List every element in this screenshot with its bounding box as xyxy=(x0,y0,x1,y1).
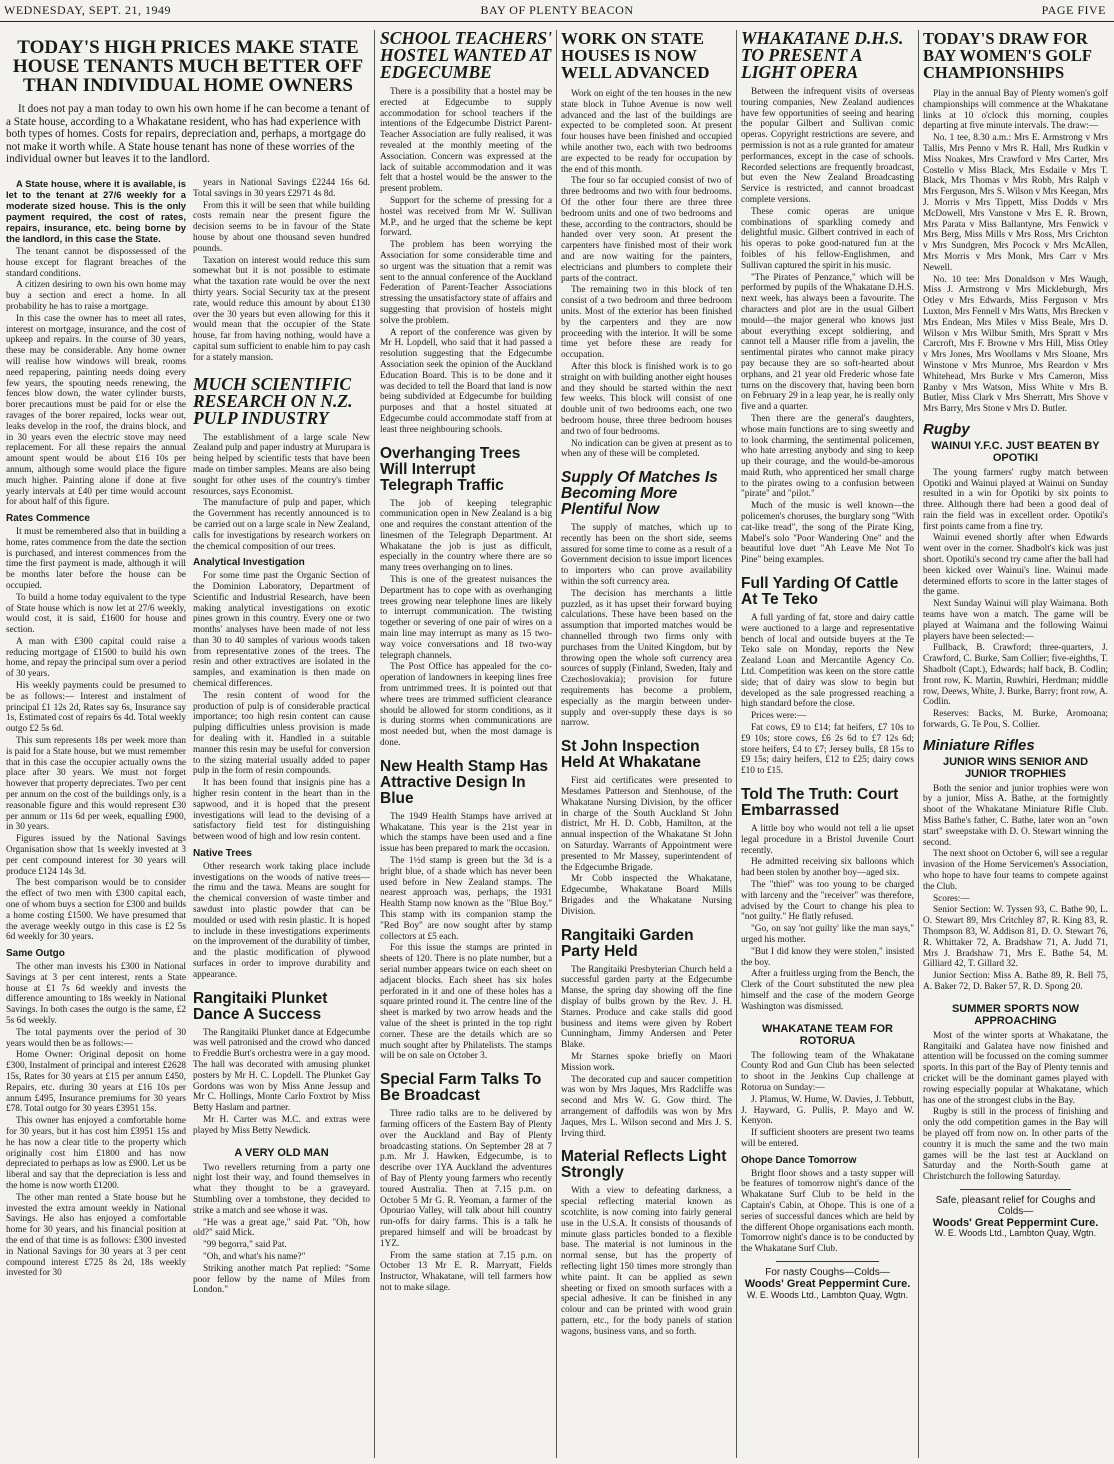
paragraph: No indication can be given at present as to when any of these will be completed. xyxy=(561,438,732,460)
masthead-date: WEDNESDAY, SEPT. 21, 1949 xyxy=(4,3,171,17)
column-4 xyxy=(561,30,732,1458)
subheading-native-trees: Native Trees xyxy=(193,848,252,860)
paragraph: years in National Savings £2244 16s 6d. Total savings in 30 years £2971 4s 8d. xyxy=(193,178,370,199)
paragraph: The remaining two in this block of ten consist of a two bedroom and three bedroom units. Most of the exterior has been finished by the carpenters and they are now proceeding with the interior. It will be some time yet before these are ready for occupation. xyxy=(561,285,732,361)
pulp-headline: MUCH SCIENTIFIC RESEARCH ON N.Z. PULP INDUSTRY xyxy=(193,373,353,428)
subheading-analytical-investigation: Analytical Investigation xyxy=(193,557,305,569)
paragraph: Three radio talks are to be delivered by farming officers of the Eastern Bay of Plenty over the Auckland and Bay of Plenty broadcasting stations. On September 28 at 7 p.m. Mr J. Hawken, Edgecumbe, is to describe over 1YA Auckland the adventures of Bay of Plenty young farmers who recently toured Australia. Then at 7.15 p.m. on October 5 Mr G. R. Yeoman, a farmer of the Opouriao Valley, will talk about hill country run-offs for dairy farms. This is a talk he prepared himself and will be broadcast by 1YZ. xyxy=(380,1109,552,1249)
section-rugby: Rugby xyxy=(923,420,970,438)
paragraph: In this case the owner has to meet all rates, interest on mortgage, insurance, and the cost of upkeep and repairs. In the course of 30 years, these may be considerable. Any home owner will realise how windows will break, rooms need repapering, painting needs doing every few years, the spouting needs renewing, the fences blow down, the water cylinder bursts, borer precautions must be paid for or else the ravages of the borer repaired, locks wear out, leaks develop in the roof, the drains block, and in 30 years even the electric stove may need replacement. For all these repairs the annual amount spent would be about £16 10s per annum, although some would place the figure much higher. Painting alone if done at five yearly intervals at £40 per time would account for about half of this figure. xyxy=(6,313,186,508)
paragraph: Bright floor shows and a tasty supper will be features of tomorrow night's dance of the Whakatane Surf Club to be held in the Captain's Cabin, at Ohope. This is one of a series of successful dances which are held by the different Ohope organisations each month. Tomorrow night's dance is to be conducted by the Whakatane Surf Club. xyxy=(741,1168,914,1255)
paragraph: The problem has been worrying the Association for some considerable time and so urgent was the situation that a remit was sent to the annual conference of the Auckland Federation of Parent-Teacher Associations stressing the unsatisfactory state of affairs and suggesting that provision of hostels might solve the problem. xyxy=(380,240,552,326)
paragraph: A citizen desiring to own his own home may buy a section and erect a home. In all probability he has to raise a mortgage. xyxy=(6,280,186,312)
opera-headline: WHAKATANE D.H.S. TO PRESENT A LIGHT OPERA xyxy=(741,30,904,82)
paragraph: Mr H. Carter was M.C. and extras were played by Miss Betty Newdick. xyxy=(193,1114,370,1136)
column-2 xyxy=(193,178,370,1458)
paragraph: The next shoot on October 6, will see a regular invasion of the Home Servicemen's Association, who hope to have four teams to compete against the Club. xyxy=(923,849,1108,892)
paragraph: The other man rented a State house but he invested the extra amount weekly in National Savings. He also has enjoyed a comfortable home for 30 years, and his financial position at the end of that time is as follows: £300 invested in National Savings for 30 years at 3 per cent compound interest £725 8s 2d, 18s weekly invested for 30 xyxy=(6,1192,186,1279)
telegraph-headline: Overhanging Trees Will Interrupt Telegraph Traffic xyxy=(380,444,521,494)
paragraph: The 1949 Health Stamps have arrived at Whakatane. This year is the 21st year in which the stamps have been used and a fine issue has been prepared to mark the occasion. xyxy=(380,811,552,855)
rifles-headline: JUNIOR WINS SENIOR AND JUNIOR TROPHIES xyxy=(942,755,1089,780)
paragraph: "The Pirates of Penzance," which will be performed by pupils of the Whakatane D.H.S. next week, has always been a favourite. The characters and plot are in the usual Gilbert mould—the major general who knows just about everything except soldiering, and cannot tell a Mauser rifle from a javelin, the sentimental pirates who cannot make piracy pay because they are so soft-hearted about orphans, and 21 year old Frederic whose fate turns on the discovery that, having been born on February 29 in a leap year, he is really only five and a quarter. xyxy=(741,272,914,413)
paragraph: "Oh, and what's his name?" xyxy=(203,1251,306,1262)
paragraph: Wainui evened shortly after when Edwards went over in the corner. Shadbolt's kick was just short. Opotiki's second try came after the ball had been kicked over Wainui's line. Wainui made determined efforts to score in the latter stages of the game. xyxy=(923,533,1108,598)
paragraph: Striking another match Pat replied: "Some poor fellow by the name of Miles from London." xyxy=(193,1263,370,1296)
paragraph: First aid certificates were presented to Mesdames Patterson and Stenhouse, of the Whakatane Nursing Division, by the officer in charge of the South Auckland St John district, Mr H. D. Cobb, Hamilton, at the annual inspection of the Whakatane St John on Saturday. Warrants of Appointment were presented to Mr Massey, superintendent of the Edgecumbe Brigade. xyxy=(561,776,732,873)
paragraph: A man with £300 capital could raise a reducing mortgage of £1500 to build his own home, and repay the principal sum over a period of 30 years. xyxy=(6,636,186,680)
paragraph: J. Plamus, W. Hume, W. Davies, J. Tebbutt, J. Hayward, G. Pullis, P. Mayo and W. Kenyon. xyxy=(741,1094,914,1127)
paragraph: It must be remembered also that in building a home, rates commence from the date the section is purchased, and interest commences from the time the first payment is made, although it will be months later before the house can be occupied. xyxy=(6,526,186,591)
paragraph: For some time past the Organic Section of the Dominion Laboratory, Department of Scientific and Industrial Research, have been making analytical investigations on exotic pines grown in this country. Every one or two months' analyses have been made of not less than 30 to 40 samples of various woods taken from representative zones of the trees. The resin and other extractives are isolated in the samples, and examination is then made on chemical differences. xyxy=(193,571,370,690)
old-man-headline: A VERY OLD MAN xyxy=(234,1146,329,1159)
plunket-headline: Rangitaiki Plunket Dance A Success xyxy=(193,989,328,1023)
paragraph: Prices were:— xyxy=(751,711,806,722)
paragraph: A report of the conference was given by Mr H. Lopdell, who said that it had passed a resolution suggesting that the Edgecumbe Association seek the opinion of the Auckland Education Board. This is to be done and it was decided to tell the Board that land is now being subdivided at Edgecumbe for building purposes and that a hostel situated at Edgecumbe could accommodate staff from at least three neighbouring schools. xyxy=(380,327,552,435)
section-miniature-rifles: Miniature Rifles xyxy=(923,736,1035,754)
paragraph: His weekly payments could be presumed to be as follows:— Interest and instalment of principal £1 12s 2d, Rates say 6s, Insurance say 1s, Estimated cost of repairs 6s 4d. Total weekly outgo £2 5s 6d. xyxy=(6,681,186,735)
summer-sports-headline: SUMMER SPORTS NOW APPROACHING xyxy=(951,1002,1080,1027)
st-john-headline: St John Inspection Held At Whakatane xyxy=(561,738,701,772)
paragraph: Senior Section: W. Tyssen 93, C. Bathe 90, L. O. Stewart 89, Mrs Critchley 87, R. King 83, R. Thompson 83, W. Addison 81, D. O. Stewart 76, R. Whittaker 72, A. Bradshaw 71, A. Judd 71, Mrs J. Bradshaw 71, Mrs E. Bathe 54, M. Gilliard 42, T. Gillard 32. xyxy=(923,905,1108,970)
paragraph: To build a home today equivalent to the type of State house which is now let at 27/6 weekly, would cost, it is said, £1600 for house and section. xyxy=(6,592,186,636)
paragraph: The Rangitaiki Presbyterian Church held a successful garden party at the Edgecumbe Manse, the spring day showing off the fine display of bulbs grown by the Rev. J. H. Starnes. Produce and cake stalls did good business and items were given by Robert Cunningham, Jimmy Andersen and Peter Blake. xyxy=(561,964,732,1051)
court-headline: Told The Truth: Court Embarrassed xyxy=(741,786,899,820)
divider xyxy=(960,1189,1071,1190)
material-headline: Material Reflects Light Strongly xyxy=(561,1148,727,1182)
state-houses-article-head xyxy=(6,38,370,172)
stamp-headline: New Health Stamp Has Attractive Design In Blue xyxy=(380,757,548,807)
paragraph: The total payments over the period of 30 years would then be as follows:— xyxy=(6,1027,186,1049)
paragraph: No. 10 tee: Mrs Donaldson v Mrs Waugh, Miss J. Armstrong v Mrs Mickleburgh, Mrs Otley v Mrs Edwards, Miss Ferguson v Mrs Luxton, Mrs Fennell v Mrs Watts, Mrs Brecken v Mrs Endean, Mrs Miles v Miss Beale, Mrs D. Wilson v Mrs Wilbur Smith, Mrs Spratt v Mrs Carcroft, Mrs F. Browne v Mrs Hill, Miss Otley v Mrs Jones, Mrs Woollams v Mrs Sloane, Mrs Winstone v Mrs Munroe, Mrs Reardon v Mrs Whitehead, Mrs Burke v Mrs Cameron, Miss Ranby v Mrs Watson, Miss White v Mrs B. Butler, Miss Clark v Mrs Sherratt, Mrs Shove v Mrs Barry, Mrs Stone v Mrs D. Butler. xyxy=(923,274,1108,415)
paragraph: "He was a great age," said Pat. "Oh, how old?" said Mick. xyxy=(193,1217,370,1239)
paragraph: This is one of the greatest nuisances the Department has to cope with as overhanging trees growing near telephone lines are likely to interrupt communication. The twisting together or severing of one pair of wires on a main line may interrupt as many as 15 two-way voice conversations and 18 two-way telegraph channels. xyxy=(380,575,552,661)
paragraph: After a fruitless urging from the Bench, the Clerk of the Court substituted the new plea himself and the case of the modern George Washington was dismissed. xyxy=(741,969,914,1012)
paragraph: The establishment of a large scale New Zealand pulp and paper industry at Murupara is being helped by scientific tests that have been made on timber samples. Means are also being sought for other uses of the country's timber resources, says Economist. xyxy=(193,432,370,497)
paragraph: Fat cows, £9 to £14; fat heifers, £7 10s to £9 10s; store cows, £6 2s 6d to £7 12s 6d; store heifers, £4 to £7; Jersey bulls, £8 15s to £9 15s; dairy heifers, £12 to £25; dairy cows £10 to £15. xyxy=(741,723,914,777)
paragraph: The 1½d stamp is green but the 3d is a bright blue, of a shade which has never been used before in New Zealand stamps. The nearest approach was, perhaps, the 1931 Health Stamp now known as the "Blue Boy." This stamp with its companion stamp the "Red Boy" are now sought after by stamp collectors at £5 each. xyxy=(380,856,552,942)
paragraph: From the same station at 7.15 p.m. on October 13 Mr E. R. Marryatt, Fields Instructor, Whakatane, will tell farmers how not to make silage. xyxy=(380,1250,552,1293)
paragraph: The following team of the Whakatane County Rod and Gun Club has been selected to shoot in the Jenkins Cup challenge at Rotorua on Sunday:— xyxy=(741,1050,914,1093)
paragraph: The four so far occupied consist of two of three bedrooms and two with four bedrooms. Of the other four there are three three bedroom units and one of two bedrooms and these, according to the contractors, should be handed over very soon. At present the carpenters have finished most of their work and are now waiting for the painters, electricians and plumbers to complete their parts of the contract. xyxy=(561,176,732,284)
paragraph: Other research work taking place include investigations on the woods of native trees—the rimu and the tawa. Means are sought for the chemical conversion of waste timber and sawdust into plastic powder that can be moulded or used with resin plastic. It is hoped to include in these investigations experiments on the improvement of the durability of timber, and the plastic modification of plywood surfaces in order to improve durability and appearance. xyxy=(193,861,370,980)
paragraph: Mr Cobb inspected the Whakatane, Edgecumbe, Whakatane Board Mills Brigades and the Whakatane Nursing Division. xyxy=(561,874,732,917)
paragraph: No. 1 tee, 8.30 a.m.: Mrs E. Armstrong v Mrs Tallis, Mrs Penno v Mrs R. Hall, Mrs Rudkin v Miss Noakes, Mrs Crawford v Mrs Carter, Mrs Costello v Miss Black, Mrs Esdaile v Mrs T. Black, Mrs Thomas v Mrs Robb, Mrs Ralph v Mrs Ferguson, Mrs S. Wilson v Mrs Keegan, Mrs J. Morris v Mrs Tippett, Miss Dodds v Mrs McDowell, Mrs Vanstone v Mrs E. R. Brown, Mrs Parata v Miss Ballantyne, Mrs Fenwick v Mrs Berg, Miss Mills v Mrs Ross, Mrs Crichton v Mrs Sundgren, Mrs Pocock v Mrs McAllen, Mrs Morris v Mrs Monk, Mrs Carr v Mrs Newell. xyxy=(923,133,1108,273)
column-rule xyxy=(556,30,557,1458)
paragraph: The best comparison would be to consider the effect of two men with £300 capital each, one of whom buys a section for £300 and builds a home costing £1500. We have presumed that the average weekly outgo in this case is £2 5s 6d weekly for 30 years. xyxy=(6,878,186,943)
column-rule xyxy=(918,30,919,1458)
paragraph: Taxation on interest would reduce this sum somewhat but it is not possible to estimate what the taxation rate would be over the next thirty years. Social Security tax at the present rate, would reduce this amount by about £130 over the 30 years but even allowing for this it would mean that the occupier of the State house, far from having nothing, would have a capital sum sufficient to enable him to pay cash for a stately mansion. xyxy=(193,255,370,363)
paragraph: The other man invests his £300 in National Savings at 3 per cent interest, rents a State house at £1 7s 6d weekly and invests the difference amounting to 18s weekly in National Savings. In both cases the outgo is the same, £2 5s 6d weekly. xyxy=(6,962,186,1026)
garden-party-headline: Rangitaiki Garden Party Held xyxy=(561,926,694,960)
state-houses-lead: It does not pay a man today to own his own home if he can become a tenant of a State house, according to a Whakatane resident, who has had experience with both types of homes. Costs for repairs, depreciation and, perhaps, a mortgage do not make it worth while. A State house tenant has none of these worries of the individual owner but leaves it to the landlord. xyxy=(6,103,370,165)
paragraph: There is a possibility that a hostel may be erected at Edgecumbe to supply accommodation for school teachers if the intentions of the Edgecumbe District Parent-Teacher Association are fully realised, it was revealed at the monthly meeting of the Association. Concern was expressed at the lack of suitable accommodation and it was felt that a hostel would be the answer to the present problem. xyxy=(380,87,552,195)
paragraph: He admitted receiving six balloons which had been stolen by another boy—aged six. xyxy=(741,857,914,879)
column-6 xyxy=(923,30,1108,1458)
paragraph: Scores:— xyxy=(933,893,970,904)
state-houses-boxed-text: A State house, where it is available, is let to the tenant at 27/6 weekly for a moderate sized house. This is the only payment required, the cost of rates, repairs, insurance, etc. being borne by the landlord, in this case the State. xyxy=(6,178,186,244)
column-3 xyxy=(380,30,552,1458)
paragraph: The resin content of wood for the production of pulp is of considerable practical importance; too high resin content can cause pulping difficulties unless provision is made for dealing with it. Handled in a suitable manner this resin may be useful for conversion to the sizing material usually added to paper pulp in the form of resin compounds. xyxy=(193,690,370,777)
paragraph: Next Sunday Wainui will play Waimana. Both teams have won a match. The game will be played at Waimana and the following Wainui players have been selected:— xyxy=(923,599,1108,642)
subheading-rates-commence: Rates Commence xyxy=(6,513,90,525)
rugby-headline: WAINUI Y.F.C. JUST BEATEN BY OPOTIKI xyxy=(931,439,1100,464)
column-rule xyxy=(736,30,737,1458)
paragraph: Rugby is still in the process of finishing and only the odd competition games in the Bay will be played off from now on. In other parts of the country it is much the same and the two main games will be the last test at Auckland on Saturday and the North-South game at Christchurch the following Saturday. xyxy=(923,1107,1108,1183)
paragraph: Play in the annual Bay of Plenty women's golf championships will commence at the Whakatane links at 10 o'clock this morning, couples departing at five minute intervals. The draw:— xyxy=(923,89,1108,132)
paragraph: Junior Section: Miss A. Bathe 89, R. Bell 75, A. Baker 72, D. Baker 57, R. D. Spong 20. xyxy=(923,971,1108,992)
paragraph: Fullback, B. Crawford; three-quarters, J. Crawford, C. Burke, Sam Collier; five-eighths, T. Shadbolt (Capt.), Edwards; half back, B. Codlin; front row, K. Martin, Ruwhiri, Herdman; middle row, Deews, White, J. Burke, Barry; front row, A. Codlin. xyxy=(923,643,1108,708)
column-1 xyxy=(6,178,186,1458)
paragraph: Much of the music is well known—the policemen's choruses, the burglary song "With cat-like tread", the song of the Pirate King, Mabel's solo "Poor Wandering One" and the beautiful love duet "Ah Leave Me Not To Pine" being examples. xyxy=(741,501,914,566)
ad-product-name: Woods' Great Peppermint Cure. xyxy=(744,1277,911,1290)
masthead-page-number: PAGE FIVE xyxy=(1041,3,1106,17)
farm-talks-headline: Special Farm Talks To Be Broadcast xyxy=(380,1071,542,1105)
masthead-paper-name: BAY OF PLENTY BEACON xyxy=(480,3,634,17)
paragraph: Reserves: Backs, M. Burke, Aromoana; forwards, G. Te Pou, S. Collier. xyxy=(923,709,1108,731)
golf-headline: TODAY'S DRAW FOR BAY WOMEN'S GOLF CHAMPIONSHIPS xyxy=(923,30,1092,82)
teachers-headline: SCHOOL TEACHERS' HOSTEL WANTED AT EDGECUMBE xyxy=(380,30,552,82)
paragraph: This sum represents 18s per week more than is paid for a State house, but we must remember that in this case the occupier actually owns the place after 30 years. We must not forget however that property depreciates. Two per cent per annum on the cost of the buildings only, is a reasonable figure and this would represent £30 per annum or 11s 6d per week, equalling £900, in 30 years. xyxy=(6,736,186,833)
ad-address: W. E. Woods Ltd., Lambton Quay, Wgtn. xyxy=(746,1289,909,1300)
paragraph: The young farmers' rugby match between Opotiki and Wainui played at Wainui on Sunday resulted in a win for Opotiki by six points to three. Although there had been a good deal of rain the field was in excellent order. Opotiki's first points came from a fine try. xyxy=(923,467,1108,532)
paragraph: Between the infrequent visits of overseas touring companies, New Zealand audiences have few opportunities of seeing and hearing the popular Gilbert and Sullivan comic operas. Copyright restrictions are severe, and permission is not as a rule granted for amateur performances, except in the case of schools. Recorded selections are frequently broadcast, but even the New Zealand Broadcasting Service is restricted, and cannot broadcast complete versions. xyxy=(741,87,914,205)
paragraph: The supply of matches, which up to recently has been on the short side, seems assured for some time to come as a result of a Government decision to issue import licences to importers who can prove availability within the soft currency area. xyxy=(561,523,732,588)
matches-headline: Supply Of Matches Is Becoming More Plentiful Now xyxy=(561,469,718,519)
divider xyxy=(776,1261,880,1262)
paragraph: Support for the scheme of pressing for a hostel was received from Mr W. Sullivan M.P., and he urged that the scheme be kept forward. xyxy=(380,195,552,239)
paragraph: A little boy who would not tell a lie upset legal procedure in a Bristol Juvenile Court recently. xyxy=(741,824,914,856)
paragraph: The tenant cannot be dispossessed of the house except for flagrant breaches of the standard conditions. xyxy=(6,247,186,279)
paragraph: The decorated cup and saucer competition was won by Mrs Jaques, Mrs Radcliffe was second and Mrs W. G. Gow third. The arrangement of daffodils was won by Mrs Jaques, Mrs L. Wilson second and Mrs J. S. Irving third. xyxy=(561,1074,732,1139)
paragraph: If sufficient shooters are present two teams will be entered. xyxy=(741,1128,914,1149)
paragraph: These comic operas are unique combinations of sparkling comedy and delightful music. Gilbert contrived in each of his operas to poke good-natured fun at the foibles of his fellow-Englishmen, and Sullivan captured the spirit in his music. xyxy=(741,206,914,271)
paragraph: Then there are the general's daughters, whose main functions are to sing sweetly and to look charming, the sentimental policemen, who hate arresting anybody and sing to keep up their courage, and the would-be-amorous maid Ruth, who apprenticed her small charge to the pirates owing to a confusion between "pirate" and "pilot." xyxy=(741,413,914,500)
cattle-headline: Full Yarding Of Cattle At Te Teko xyxy=(741,575,899,609)
paragraph: This owner has enjoyed a comfortable home for 30 years, but it has cost him £3951 15s and he has now a clear title to the property which originally cost him £1800 and has now depreciated to perhaps as low as £900. Let us be liberal and say that the depreciation is less and the home is now worth £1200. xyxy=(6,1116,186,1191)
paragraph: Mr Starnes spoke briefly on Maori Mission work. xyxy=(561,1051,732,1073)
paragraph: After this block is finished work is to go straight on with building another eight houses and they should be started within the next few weeks. This block will consist of one double unit of two bedrooms each, one two bedroom house, three three bedroom houses and two of four bedrooms. xyxy=(561,361,732,437)
paragraph: The manufacture of pulp and paper, which the Government has recently announced is to be carried out on a large scale in New Zealand, calls for investigations by research workers on the chemical composition of our trees. xyxy=(193,498,370,552)
paragraph: Two revellers returning from a party one night lost their way, and found themselves in what they thought to be a graveyard. Stumbling over a tombstone, they decided to strike a match and see whose it was. xyxy=(193,1162,370,1216)
paragraph: With a view to defeating darkness, a special reflecting material known as scotchlite, is now coming into fairly general use in the U.S.A. It consists of thousands of minute glass particles bonded to a flexible base. The material is not luminous in the normal sense, but has the property of reflecting light 150 times more strongly than white paint. It can be applied as sewn sheeting or fixed on smooth surfaces with a special adhesive. It can be finished in any colour and can be printed with wood grain pattern, etc., for the body panels of station wagons, business vans, and so forth. xyxy=(561,1186,732,1337)
paragraph: The Rangitaiki Plunket dance at Edgecumbe was well patronised and the crowd who danced to Freddie Burt's orchestra were in a gay mood. The hall was decorated with amusing plunket posters by Mr H. C. Lopdell. The Plunket Gay Gordons was won by Miss Anne Jessup and Mr C. Hollings, Monte Carlo Foxtrot by Miss Betty Haslam and partner. xyxy=(193,1027,370,1114)
paragraph: "But I did know they were stolen," insisted the boy. xyxy=(741,946,914,968)
paragraph: The job of keeping telegraphic communication open in New Zealand is a big one and requires the constant attention of the linesmen of the Telegraph Department. At Whakatane the job is just as difficult, especially in the country where there are so many trees overhanging on to lines. xyxy=(380,498,552,574)
paragraph: It has been found that insignis pine has a higher resin content in the heart than in the sapwood, and it is hoped that the present investigations will lead to the devising of a satisfactory field test for distinguishing between wood of high and low resin content. xyxy=(193,778,370,843)
ad-product-name: Woods' Great Peppermint Cure. xyxy=(932,1216,1099,1229)
masthead xyxy=(0,0,1114,22)
paragraph: Figures issued by the National Savings Organisation show that 1s weekly invested at 3 per cent compound interest for 30 years will produce £124 14s 3d. xyxy=(6,834,186,877)
paragraph: Work on eight of the ten houses in the new state block in Tuhoe Avenue is now well advanced and the last of the buildings are expected to be completed soon. At present four houses have been finished and occupied while another two, each with two bedrooms are expected to be ready for occupation by the end of this month. xyxy=(561,89,732,175)
advertisement-peppermint-cure xyxy=(741,1268,914,1300)
subheading-ohope-dance: Ohope Dance Tomorrow xyxy=(741,1154,857,1166)
column-rule xyxy=(374,30,375,1458)
paragraph: The Post Office has appealed for the co-operation of landowners in keeping lines free from untrimmed trees. It is pointed out that where trees are trimmed sufficient clearance should be allowed for storm conditions, as it is during storms when communications are most needed but, when the most damage is done. xyxy=(380,662,552,749)
subheading-same-outgo: Same Outgo xyxy=(6,948,65,960)
column-5 xyxy=(741,30,914,1458)
paragraph: "99 begorra," said Pat. xyxy=(203,1240,287,1251)
paragraph: Most of the winter sports at Whakatane, the Rangitaiki and Galatea have now finished and attention will be focussed on the coming summer sports. In this part of the Bay of Plenty tennis and cricket will be the dominant games played with rowing especially popular at Whakatane, which has one of the strongest clubs in the Bay. xyxy=(923,1030,1108,1106)
paragraph: Both the senior and junior trophies were won by a junior, Miss A. Bathe, at the fortnightly shoot of the Whakatane Miniature Rifle Club. Miss Bathe's father, C. Bathe, later won an "own start" sweepstake with D. O. Stewart winning the second. xyxy=(923,783,1108,848)
paragraph: A full yarding of fat, store and dairy cattle were auctioned to a large and representative bench of local and outside buyers at the Te Teko sale on Monday, reports the New Zealand Loan and Mercantile Agency Co. Ltd. Competition was keen on the store cattle side; that of dairy was slow to begin but developed as the sale progressed reaching a high standard before the close. xyxy=(741,613,914,710)
paragraph: "Go, on say 'not guilty' like the man says," urged his mother. xyxy=(741,924,914,945)
state-houses-headline: TODAY'S HIGH PRICES MAKE STATE HOUSE TENANTS MUCH BETTER OFF THAN INDIVIDUAL HOME OWNERS xyxy=(12,37,364,96)
paragraph: For this issue the stamps are printed in sheets of 120. There is no plate number, but a serial number appears twice on each sheet on adjacent blocks. Each sheet has six holes perforated in it and one of these holes has a square printed round it. The centre line of the sheet is marked by two arrow heads and the value of the sheet is printed in the top right corner. These are the details which are so much sought after by Philatelists. The stamps will be on sale on October 3. xyxy=(380,943,552,1062)
advertisement-peppermint-cure xyxy=(923,1196,1108,1239)
rotorua-headline: WHAKATANE TEAM FOR ROTORUA xyxy=(762,1022,893,1047)
ad-address: W. E. Woods Ltd., Lambton Quay, Wgtn. xyxy=(934,1228,1097,1239)
state-houses-work-headline: WORK ON STATE HOUSES IS NOW WELL ADVANCED xyxy=(561,30,710,82)
paragraph: The decision has merchants a little puzzled, as it has upset their forward buying calculations. These have been based on the assumption that imported matches would be channelled through two firms only with purchases from the United Kingdom, but by throwing open the whole soft currency area sources of supply (Finland, Sweden, Italy and Czechoslovakia); provision for future requirements has become a problem, especially as the margin between under-supply and over-supply these days is so narrow. xyxy=(561,588,732,729)
paragraph: Home Owner: Original deposit on home £300, Instalment of principal and interest £2628 15s, Rates for 30 years at £15 per annum £450, Repairs, etc. during 30 years at £16 10s per annum £495, Insurance premiums for 30 years £78. Total outgo for 30 years £3951 15s. xyxy=(6,1050,186,1115)
ad-line: Safe, pleasant relief for Coughs and Colds— xyxy=(935,1194,1096,1217)
ad-line: For nasty Coughs—Colds— xyxy=(765,1266,890,1278)
paragraph: From this it will be seen that while building costs remain near the present figure the decision seems to be in favour of the State house by about one thousand seven hundred pounds. xyxy=(193,200,370,254)
paragraph: The "thief" was too young to be charged with larceny and the "receiver" was therefore, advised by the Court to change his plea to "not guilty." He flatly refused. xyxy=(741,880,914,923)
